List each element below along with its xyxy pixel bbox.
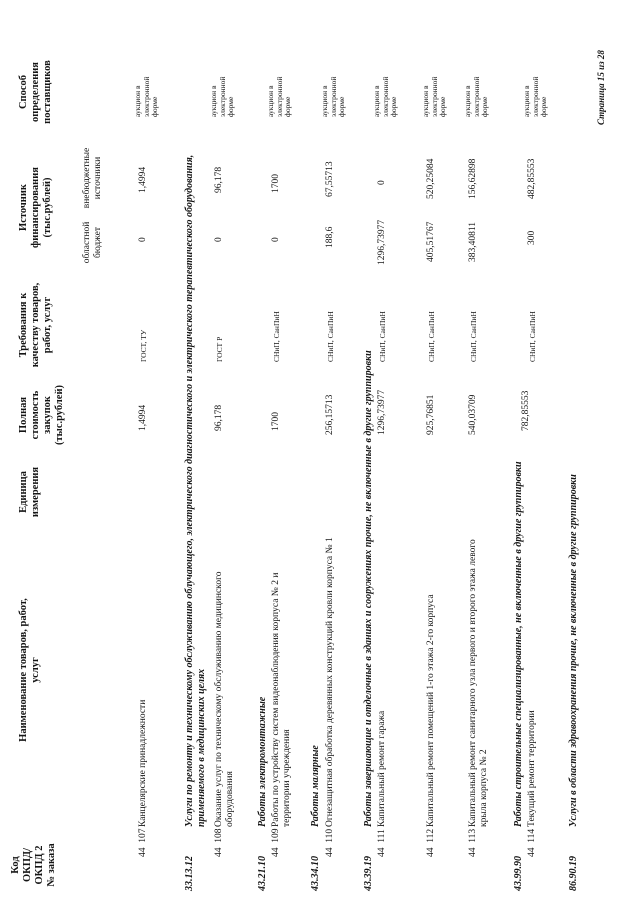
header-code: Код ОКПД/ ОКПД 2 № заказа xyxy=(10,843,58,887)
row-regional: 1296,73977 xyxy=(377,219,387,265)
page-number: Страница 15 из 28 xyxy=(596,50,606,125)
header-fin-offbudget: внебюджетные источники xyxy=(82,147,103,209)
group-code: 86.90.19 xyxy=(568,856,579,891)
row-method: аукцион в электронной форме xyxy=(133,76,160,117)
row-total: 782,85553 xyxy=(521,390,531,431)
row-offbudget: 520,25084 xyxy=(426,158,436,199)
group-code: 43.34.10 xyxy=(310,856,321,891)
row-requirements: ГОСТ Р xyxy=(215,336,224,362)
row-requirements: СНиП, СанПиН xyxy=(326,311,335,362)
row-regional: 0 xyxy=(214,237,224,242)
header-total: Полная стоимость закупок (тыс.рублей) xyxy=(18,384,66,446)
group-code: 43.21.10 xyxy=(257,856,268,891)
row-regional: 0 xyxy=(138,237,148,242)
header-requirements: Требования к качеству товаров, работ, услуг xyxy=(18,282,54,368)
row-requirements: СНиП, СанПиН xyxy=(427,311,436,362)
row-total: 1700 xyxy=(271,412,281,431)
group-code: 43.99.90 xyxy=(513,856,524,891)
row-offbudget: 1,4994 xyxy=(138,166,148,193)
row-total: 1,4994 xyxy=(138,404,148,431)
row-order-num: 44 107 xyxy=(138,828,148,857)
group-title: Услуги в области здравоохранения прочие, не включенные в другие группировки xyxy=(568,474,579,827)
group-code: 43.39.19 xyxy=(363,856,374,891)
row-method: аукцион в электронной форме xyxy=(266,76,293,117)
row-name: Капитальный ремонт гаража xyxy=(377,710,387,827)
row-order-num: 44 110 xyxy=(325,828,335,857)
row-offbudget: 0 xyxy=(377,180,387,185)
row-offbudget: 156,62898 xyxy=(468,158,478,199)
row-method: аукцион в электронной форме xyxy=(463,76,490,117)
row-requirements: СНиП, СанПиН xyxy=(528,311,537,362)
group-title: Услуги по ремонту и техническому обслуживанию облучающего, электрического диагностического и электрического терапевтического оборудования, применяемого в медицинских целях xyxy=(184,154,207,827)
group-title: Работы завершающие и отделочные в зданиях и сооружениях прочие, не включенные в другие группировки xyxy=(363,350,374,827)
row-name: Капитальный ремонт помещений 1-го этажа 2-го корпуса xyxy=(426,594,436,827)
row-method: аукцион в электронной форме xyxy=(320,76,347,117)
row-offbudget: 1700 xyxy=(271,174,281,193)
row-requirements: ГОСТ, ТУ xyxy=(139,329,148,362)
row-order-num: 44 114 xyxy=(527,828,537,857)
row-regional: 300 xyxy=(527,230,537,245)
row-order-num: 44 113 xyxy=(468,828,478,857)
row-order-num: 44 111 xyxy=(377,829,387,857)
group-title: Работы электромонтажные xyxy=(257,696,268,827)
row-name: Оказание услуг по техническому обслуживанию медицинского оборудования xyxy=(214,571,235,827)
row-order-num: 44 109 xyxy=(271,828,281,857)
row-method: аукцион в электронной форме xyxy=(522,76,549,117)
row-requirements: СНиП, СанПиН xyxy=(378,311,387,362)
row-name: Огнезащитная обработка деревянных конструкций кровли корпуса № 1 xyxy=(325,537,335,827)
row-method: аукцион в электронной форме xyxy=(421,76,448,117)
group-title: Работы строительные специализированные, не включенные в другие группировки xyxy=(513,461,524,827)
row-order-num: 44 112 xyxy=(426,828,436,857)
row-offbudget: 96,178 xyxy=(214,166,224,193)
header-unit: Единица измерения xyxy=(18,466,42,518)
row-total: 1296,73977 xyxy=(377,389,387,435)
row-name: Капитальный ремонт санитарного узла первого и второго этажа левого крыла корпуса № 2 xyxy=(468,539,489,827)
row-regional: 188,6 xyxy=(325,226,335,248)
row-total: 540,03709 xyxy=(468,394,478,435)
row-offbudget: 482,85553 xyxy=(527,158,537,199)
row-regional: 383,40811 xyxy=(468,221,478,262)
group-title: Работы малярные xyxy=(310,745,321,827)
row-name: Работы по устройству систем видеонаблюдения корпуса № 2 и территории учреждения xyxy=(271,572,292,827)
row-name: Канцелярские принадлежности xyxy=(138,699,148,827)
row-requirements: СНиП, СанПиН xyxy=(272,311,281,362)
row-total: 925,76851 xyxy=(426,394,436,435)
row-requirements: СНиП, СанПиН xyxy=(469,311,478,362)
header-financing: Источник финансирования (тыс.рублей) xyxy=(18,167,54,248)
row-order-num: 44 108 xyxy=(214,828,224,857)
header-name: Наименование товаров, работ, услуг xyxy=(18,598,42,742)
row-regional: 0 xyxy=(271,237,281,242)
header-fin-regional: областной бюджет xyxy=(82,221,103,264)
header-method: Способ определения поставщиков xyxy=(18,60,54,124)
row-regional: 405,51767 xyxy=(426,221,436,262)
row-total: 96,178 xyxy=(214,404,224,431)
row-offbudget: 67,55713 xyxy=(325,161,335,197)
group-code: 33.13.12 xyxy=(184,856,195,891)
row-name: Текущий ремонт территории xyxy=(527,710,537,827)
row-method: аукцион в электронной форме xyxy=(372,76,399,117)
row-total: 256,15713 xyxy=(325,394,335,435)
row-method: аукцион в электронной форме xyxy=(209,76,236,117)
